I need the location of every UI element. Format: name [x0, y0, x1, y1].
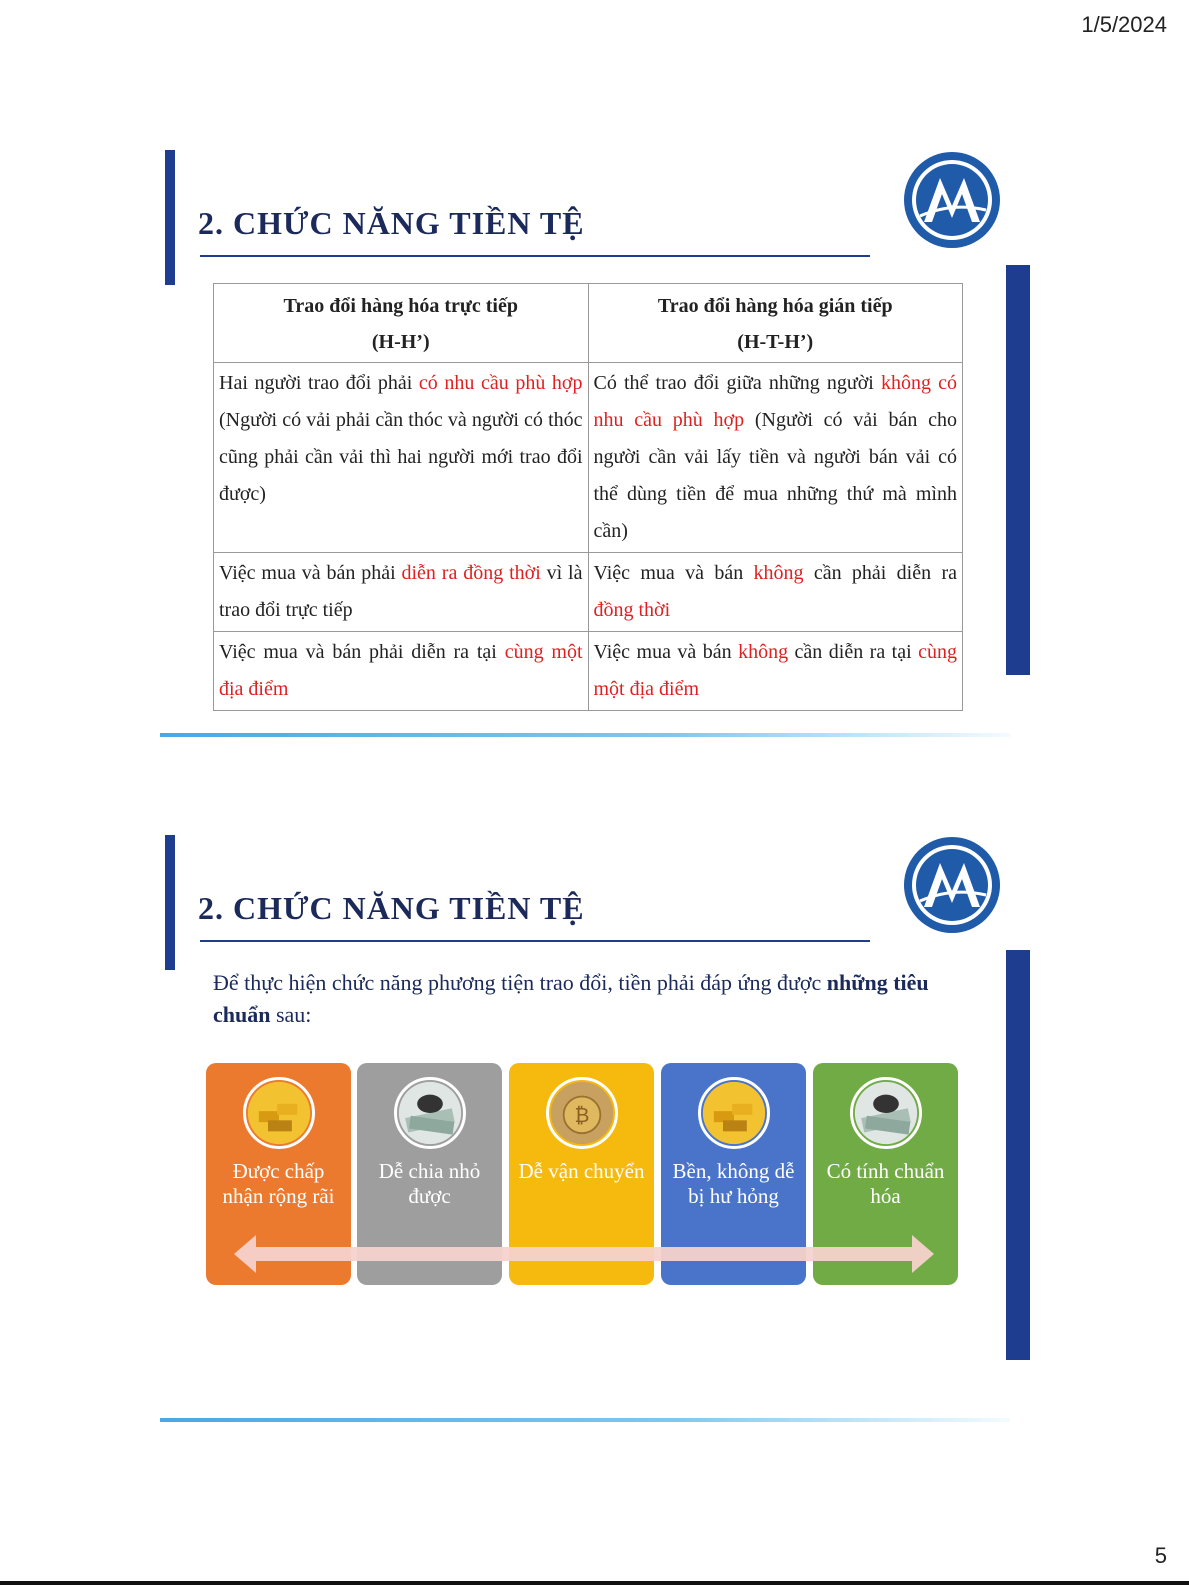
slide-bottom-line — [160, 1418, 1010, 1422]
slide-2 — [160, 825, 1030, 1465]
table-cell: Việc mua và bán phải diễn ra đồng thời vì là trao đổi trực tiếp — [214, 553, 589, 632]
highlight-text: không — [738, 641, 789, 663]
header-line: Trao đổi hàng hóa trực tiếp — [283, 295, 518, 317]
right-accent-bar — [1006, 265, 1030, 675]
right-accent-bar — [1006, 950, 1030, 1360]
criteria-cards — [206, 1063, 958, 1288]
university-logo-icon — [902, 150, 1002, 250]
banknotes-icon — [394, 1077, 466, 1149]
title-underline — [200, 255, 870, 257]
header-line: (H-T-H’) — [737, 331, 814, 353]
card-label: Được chấp nhận rộng rãi — [222, 1159, 335, 1208]
print-date: 1/5/2024 — [1081, 12, 1167, 37]
table-cell: Có thể trao đổi giữa những người không có nhu cầu phù hợp (Người có vải bán cho người cần vải lấy tiền và người bán vải có thể dùng tiền để mua những thứ mà mình cần) — [588, 363, 963, 553]
highlight-text: có nhu cầu phù hợp — [418, 372, 583, 394]
slide-1 — [160, 140, 1030, 780]
page-bottom-rule — [0, 1581, 1189, 1585]
bitcoin-icon — [546, 1077, 618, 1149]
left-accent-bar — [165, 835, 175, 970]
card-label: Có tính chuẩn hóa — [826, 1159, 945, 1208]
left-accent-bar — [165, 150, 175, 285]
table-cell: Việc mua và bán không cần phải diễn ra đồng thời — [588, 553, 963, 632]
svg-text:₿: ₿ — [574, 1103, 590, 1128]
card-label: Bền, không dễ bị hư hỏng — [672, 1159, 795, 1208]
gold-bars-icon — [698, 1077, 770, 1149]
university-logo-icon — [902, 835, 1002, 935]
highlight-text: cùng một địa điểm — [593, 641, 957, 700]
table-cell: Việc mua và bán không cần diễn ra tại cùng một địa điểm — [588, 632, 963, 711]
header-direct-exchange — [214, 284, 589, 363]
table-row — [214, 363, 963, 553]
highlight-text: không có nhu cầu phù hợp — [593, 372, 957, 431]
header-line: (H-H’) — [371, 331, 430, 353]
slide-title: 2. CHỨC NĂNG TIỀN TỆ — [198, 890, 585, 926]
double-arrow-icon — [234, 1235, 934, 1273]
table-header-row — [214, 284, 963, 363]
card-label: Dễ vận chuyển — [518, 1159, 645, 1183]
comparison-table — [213, 283, 963, 711]
table-row — [214, 632, 963, 711]
page-number: 5 — [1154, 1543, 1167, 1568]
header-line: Trao đổi hàng hóa gián tiếp — [657, 295, 893, 317]
highlight-text: cùng một địa điểm — [219, 641, 583, 700]
title-underline — [200, 940, 870, 942]
table-row — [214, 553, 963, 632]
slide-title: 2. CHỨC NĂNG TIỀN TỆ — [198, 205, 585, 241]
highlight-text: diễn ra đồng thời — [401, 562, 541, 584]
table-cell: Hai người trao đổi phải có nhu cầu phù hợp (Người có vải phải cần thóc và người có thóc cũng phải cần vải thì hai người mới trao đổi được) — [214, 363, 589, 553]
highlight-text: không — [753, 562, 804, 584]
gold-bars-icon — [243, 1077, 315, 1149]
header-indirect-exchange — [588, 284, 963, 363]
banknotes-icon — [850, 1077, 922, 1149]
slide-bottom-line — [160, 733, 1010, 737]
card-label: Dễ chia nhỏ được — [378, 1159, 481, 1208]
intro-paragraph: Để thực hiện chức năng phương tiện trao đổi, tiền phải đáp ứng được những tiêu chuẩn sau: — [213, 970, 929, 1027]
highlight-text: đồng thời — [593, 599, 671, 621]
intro-bold: những tiêu chuẩn — [213, 970, 929, 1027]
table-cell: Việc mua và bán phải diễn ra tại cùng một địa điểm — [214, 632, 589, 711]
